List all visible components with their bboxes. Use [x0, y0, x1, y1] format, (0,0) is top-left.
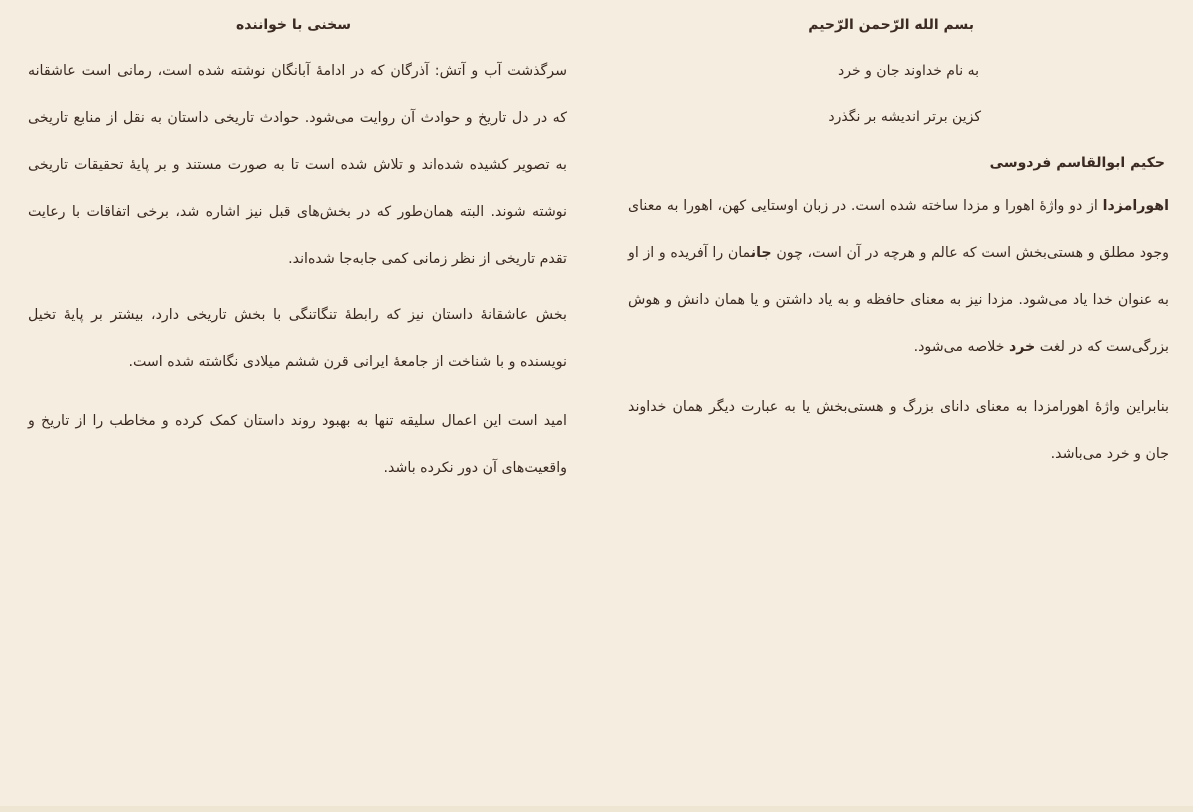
- term-ahuramazda: اهورامزدا: [1102, 198, 1169, 214]
- conclusion-paragraph: بنابراین واژهٔ اهورامزدا به معنای دانای بزرگ و هستی‌بخش یا به عبارت دیگر همان خداوند جان و خرد می‌باشد.: [628, 399, 1169, 462]
- intro-text-2: مان را آفریده و از او به عنوان خدا یاد می‌شود. مزدا نیز به معنای حافظه و به یاد داشتن و یا همان دانش و هوش بزرگی‌ست که در لغت: [628, 245, 1169, 355]
- term-jan: جان: [750, 245, 772, 261]
- reader-note-paragraph-3: امید است این اعمال سلیقه تنها به بهبود روند داستان کمک کرده و مخاطب را از تاریخ و واقعیت‌های آن دور نکرده باشد.: [28, 413, 567, 476]
- intro-text-1: از دو واژهٔ اهورا و مزدا ساخته شده است. در زبان اوستایی کهن، اهورا به معنای وجود مطلق و هستی‌بخش است که عالم و هرچه در آن است، چون: [628, 198, 1169, 261]
- verse-line-2: کزین برتر اندیشه بر نگذرد: [828, 109, 981, 125]
- bismillah-heading: بسم الله الرّحمن الرّحیم: [808, 17, 974, 33]
- reader-note-paragraph-1: سرگذشت آب و آتش: آذرگان که در ادامهٔ آبانگان نوشته شده است، رمانی است عاشقانه که در دل تاریخ و حوادث آن روایت می‌شود. حوادث تاریخی داستان به نقل از منابع تاریخی به تصویر کشیده شده‌اند و تلاش شده است تا به صورت مستند و بر پایهٔ تحقیقات تاریخی نوشته شوند. البته همان‌طور که در بخش‌های قبل نیز اشاره شد، برخی اتفاقات با رعایت تقدم تاریخی از نظر زمانی کمی جابه‌جا شده‌اند.: [28, 63, 567, 267]
- reader-note-title: سخنی با خواننده: [236, 17, 351, 33]
- term-kherad: خرد: [1008, 339, 1036, 355]
- intro-paragraph: [628, 183, 1169, 371]
- verse-line-1: به نام خداوند جان و خرد: [838, 63, 979, 79]
- poet-name: حکیم ابوالقاسم فردوسی: [989, 155, 1165, 171]
- intro-text-3: خلاصه می‌شود.: [913, 339, 1009, 355]
- reader-note-paragraph-2: بخش عاشقانهٔ داستان نیز که رابطهٔ تنگاتنگی با بخش تاریخی دارد، بیشتر بر پایهٔ تخیل نویسنده و با شناخت از جامعهٔ ایرانی قرن ششم میلادی نگاشته شده است.: [28, 307, 567, 370]
